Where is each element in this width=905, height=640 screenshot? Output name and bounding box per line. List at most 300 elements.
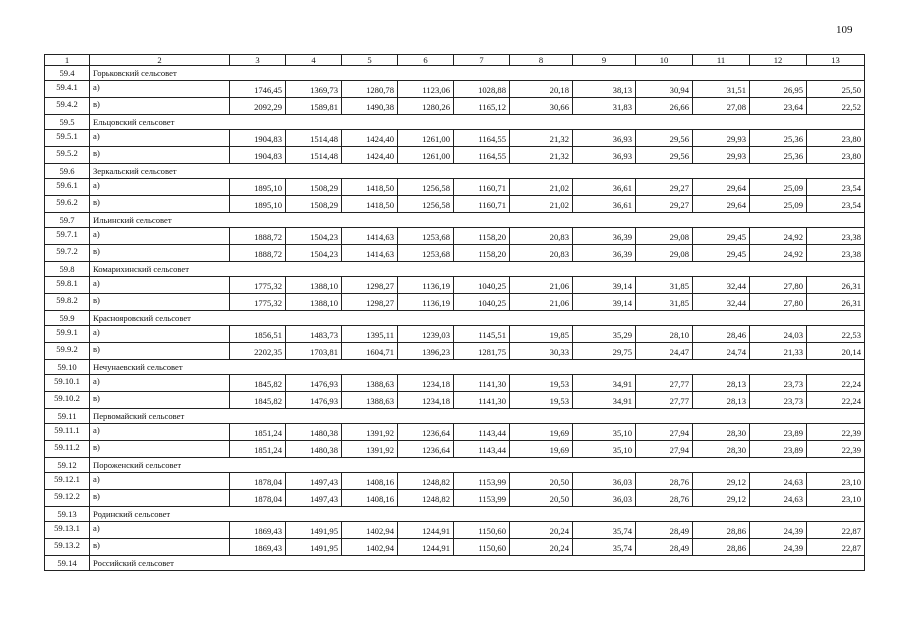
cell-col-9: 36,03 [573,490,636,507]
cell-col-10: 29,27 [636,179,693,196]
section-row [45,360,865,375]
section-code: 59.9 [45,311,90,326]
cell-col-11: 29,64 [693,196,750,213]
table-row [45,277,865,294]
cell-col-3: 1878,04 [230,490,286,507]
cell-col-6: 1234,18 [398,375,454,392]
cell-col-8: 21,06 [510,294,573,311]
cell-col-3: 1878,04 [230,473,286,490]
cell-col-8: 20,24 [510,539,573,556]
section-name: Ильинский сельсовет [90,213,865,228]
cell-col-10: 30,94 [636,81,693,98]
table-body [45,55,865,571]
cell-col-9: 38,13 [573,81,636,98]
row-code: 59.8.2 [45,294,90,311]
cell-col-7: 1040,25 [454,294,510,311]
cell-col-8: 19,53 [510,375,573,392]
cell-col-13: 22,87 [807,539,865,556]
cell-col-5: 1388,63 [342,392,398,409]
cell-col-9: 39,14 [573,294,636,311]
cell-col-8: 21,02 [510,196,573,213]
cell-col-13: 23,10 [807,490,865,507]
table-row [45,375,865,392]
cell-col-7: 1164,55 [454,130,510,147]
cell-col-12: 24,39 [750,522,807,539]
table-row [45,539,865,556]
column-number-3: 3 [230,55,286,66]
table-row [45,179,865,196]
cell-col-13: 23,38 [807,245,865,262]
table-row [45,245,865,262]
section-row [45,409,865,424]
cell-col-4: 1388,10 [286,277,342,294]
cell-col-4: 1369,73 [286,81,342,98]
cell-col-9: 36,61 [573,179,636,196]
cell-col-13: 23,10 [807,473,865,490]
cell-col-12: 25,09 [750,179,807,196]
cell-col-6: 1396,23 [398,343,454,360]
cell-col-7: 1141,30 [454,392,510,409]
cell-col-3: 1856,51 [230,326,286,343]
cell-col-3: 1888,72 [230,228,286,245]
cell-col-6: 1234,18 [398,392,454,409]
cell-col-6: 1256,58 [398,179,454,196]
section-row [45,311,865,326]
cell-col-8: 20,83 [510,245,573,262]
column-number-4: 4 [286,55,342,66]
row-code: 59.10.2 [45,392,90,409]
cell-col-9: 35,10 [573,441,636,458]
cell-col-3: 1895,10 [230,179,286,196]
cell-col-10: 28,76 [636,490,693,507]
cell-col-11: 29,93 [693,130,750,147]
cell-col-3: 1851,24 [230,441,286,458]
cell-col-9: 39,14 [573,277,636,294]
cell-col-4: 1497,43 [286,473,342,490]
cell-col-10: 29,56 [636,147,693,164]
row-label: а) [90,277,230,294]
cell-col-13: 22,87 [807,522,865,539]
cell-col-10: 31,85 [636,294,693,311]
section-row [45,458,865,473]
cell-col-12: 24,92 [750,245,807,262]
section-code: 59.7 [45,213,90,228]
cell-col-9: 36,03 [573,473,636,490]
cell-col-10: 27,77 [636,392,693,409]
row-code: 59.6.2 [45,196,90,213]
cell-col-9: 36,61 [573,196,636,213]
section-name: Нечунаевский сельсовет [90,360,865,375]
cell-col-8: 21,02 [510,179,573,196]
cell-col-13: 22,24 [807,392,865,409]
cell-col-12: 25,36 [750,130,807,147]
row-label: а) [90,130,230,147]
cell-col-6: 1253,68 [398,245,454,262]
cell-col-5: 1391,92 [342,441,398,458]
cell-col-4: 1480,38 [286,424,342,441]
section-row [45,164,865,179]
cell-col-9: 35,29 [573,326,636,343]
cell-col-9: 29,75 [573,343,636,360]
row-label: а) [90,375,230,392]
cell-col-5: 1298,27 [342,277,398,294]
cell-col-6: 1244,91 [398,539,454,556]
cell-col-10: 27,77 [636,375,693,392]
cell-col-4: 1476,93 [286,392,342,409]
cell-col-11: 29,93 [693,147,750,164]
cell-col-3: 1904,83 [230,147,286,164]
table-row [45,147,865,164]
cell-col-5: 1424,40 [342,147,398,164]
cell-col-13: 26,31 [807,294,865,311]
cell-col-12: 24,92 [750,228,807,245]
cell-col-6: 1256,58 [398,196,454,213]
cell-col-9: 31,83 [573,98,636,115]
cell-col-13: 23,54 [807,196,865,213]
cell-col-12: 24,39 [750,539,807,556]
cell-col-10: 29,56 [636,130,693,147]
section-code: 59.11 [45,409,90,424]
cell-col-6: 1261,00 [398,130,454,147]
cell-col-5: 1298,27 [342,294,398,311]
cell-col-13: 22,53 [807,326,865,343]
cell-col-10: 27,94 [636,441,693,458]
cell-col-5: 1388,63 [342,375,398,392]
cell-col-13: 26,31 [807,277,865,294]
table-row [45,441,865,458]
header-row [45,55,865,66]
cell-col-8: 21,32 [510,130,573,147]
cell-col-13: 22,39 [807,441,865,458]
section-code: 59.14 [45,556,90,571]
row-code: 59.4.1 [45,81,90,98]
section-name: Родинский сельсовет [90,507,865,522]
cell-col-6: 1253,68 [398,228,454,245]
column-number-6: 6 [398,55,454,66]
cell-col-10: 28,76 [636,473,693,490]
row-label: в) [90,441,230,458]
cell-col-8: 20,50 [510,490,573,507]
cell-col-5: 1408,16 [342,490,398,507]
cell-col-8: 30,66 [510,98,573,115]
cell-col-11: 27,08 [693,98,750,115]
cell-col-11: 29,45 [693,228,750,245]
cell-col-7: 1158,20 [454,228,510,245]
cell-col-5: 1391,92 [342,424,398,441]
table-row [45,326,865,343]
cell-col-12: 24,03 [750,326,807,343]
section-name: Комарихинский сельсовет [90,262,865,277]
table-row [45,490,865,507]
cell-col-12: 27,80 [750,294,807,311]
cell-col-12: 27,80 [750,277,807,294]
table-row [45,343,865,360]
cell-col-7: 1143,44 [454,441,510,458]
row-code: 59.7.2 [45,245,90,262]
cell-col-13: 23,80 [807,130,865,147]
row-code: 59.4.2 [45,98,90,115]
table-row [45,392,865,409]
section-name: Пороженский сельсовет [90,458,865,473]
cell-col-8: 30,33 [510,343,573,360]
cell-col-4: 1491,95 [286,539,342,556]
cell-col-7: 1150,60 [454,539,510,556]
row-label: а) [90,424,230,441]
cell-col-9: 34,91 [573,392,636,409]
table-row [45,130,865,147]
cell-col-10: 28,49 [636,539,693,556]
column-number-1: 1 [45,55,90,66]
column-number-9: 9 [573,55,636,66]
cell-col-4: 1388,10 [286,294,342,311]
cell-col-3: 1895,10 [230,196,286,213]
cell-col-9: 35,74 [573,539,636,556]
column-number-11: 11 [693,55,750,66]
section-code: 59.8 [45,262,90,277]
section-row [45,507,865,522]
table-row [45,522,865,539]
cell-col-5: 1418,50 [342,179,398,196]
cell-col-4: 1514,48 [286,147,342,164]
row-code: 59.11.1 [45,424,90,441]
cell-col-4: 1476,93 [286,375,342,392]
cell-col-9: 35,74 [573,522,636,539]
cell-col-12: 23,64 [750,98,807,115]
cell-col-7: 1040,25 [454,277,510,294]
section-row [45,556,865,571]
tariff-table [44,54,865,571]
section-code: 59.12 [45,458,90,473]
cell-col-3: 1746,45 [230,81,286,98]
row-label: в) [90,392,230,409]
row-label: в) [90,147,230,164]
row-code: 59.7.1 [45,228,90,245]
cell-col-12: 23,73 [750,392,807,409]
cell-col-7: 1153,99 [454,473,510,490]
cell-col-11: 28,86 [693,522,750,539]
cell-col-4: 1589,81 [286,98,342,115]
cell-col-11: 28,13 [693,392,750,409]
cell-col-11: 29,12 [693,490,750,507]
cell-col-5: 1395,11 [342,326,398,343]
section-row [45,262,865,277]
cell-col-7: 1028,88 [454,81,510,98]
cell-col-13: 23,80 [807,147,865,164]
table-row [45,196,865,213]
row-label: а) [90,473,230,490]
row-code: 59.8.1 [45,277,90,294]
column-number-5: 5 [342,55,398,66]
cell-col-6: 1236,64 [398,424,454,441]
cell-col-8: 20,50 [510,473,573,490]
cell-col-8: 19,69 [510,424,573,441]
cell-col-5: 1418,50 [342,196,398,213]
cell-col-10: 29,27 [636,196,693,213]
row-label: в) [90,245,230,262]
cell-col-7: 1160,71 [454,179,510,196]
cell-col-5: 1280,78 [342,81,398,98]
cell-col-4: 1703,81 [286,343,342,360]
cell-col-3: 1904,83 [230,130,286,147]
cell-col-11: 28,30 [693,424,750,441]
cell-col-11: 24,74 [693,343,750,360]
cell-col-4: 1483,73 [286,326,342,343]
cell-col-8: 20,18 [510,81,573,98]
cell-col-3: 1775,32 [230,294,286,311]
column-number-12: 12 [750,55,807,66]
section-row [45,115,865,130]
column-number-2: 2 [90,55,230,66]
row-code: 59.12.1 [45,473,90,490]
cell-col-13: 23,38 [807,228,865,245]
cell-col-5: 1402,94 [342,539,398,556]
table-row [45,98,865,115]
cell-col-10: 27,94 [636,424,693,441]
cell-col-9: 36,93 [573,147,636,164]
row-code: 59.13.2 [45,539,90,556]
row-code: 59.5.1 [45,130,90,147]
cell-col-10: 28,49 [636,522,693,539]
section-code: 59.6 [45,164,90,179]
cell-col-6: 1261,00 [398,147,454,164]
cell-col-8: 19,53 [510,392,573,409]
table-row [45,473,865,490]
cell-col-13: 20,14 [807,343,865,360]
cell-col-12: 24,63 [750,473,807,490]
section-code: 59.4 [45,66,90,81]
cell-col-6: 1136,19 [398,277,454,294]
page-number: 109 [836,24,853,36]
row-label: а) [90,81,230,98]
row-label: в) [90,98,230,115]
cell-col-13: 22,39 [807,424,865,441]
cell-col-11: 28,86 [693,539,750,556]
cell-col-7: 1281,75 [454,343,510,360]
cell-col-4: 1508,29 [286,179,342,196]
cell-col-6: 1244,91 [398,522,454,539]
row-label: в) [90,294,230,311]
cell-col-11: 32,44 [693,294,750,311]
row-label: в) [90,343,230,360]
cell-col-6: 1123,06 [398,81,454,98]
cell-col-8: 21,32 [510,147,573,164]
column-number-13: 13 [807,55,865,66]
cell-col-3: 1775,32 [230,277,286,294]
cell-col-4: 1504,23 [286,228,342,245]
row-label: а) [90,179,230,196]
cell-col-12: 25,36 [750,147,807,164]
row-label: а) [90,228,230,245]
cell-col-11: 32,44 [693,277,750,294]
cell-col-7: 1160,71 [454,196,510,213]
table-row [45,424,865,441]
cell-col-9: 35,10 [573,424,636,441]
cell-col-11: 29,12 [693,473,750,490]
cell-col-4: 1508,29 [286,196,342,213]
cell-col-7: 1158,20 [454,245,510,262]
cell-col-12: 24,63 [750,490,807,507]
cell-col-10: 26,66 [636,98,693,115]
cell-col-3: 1845,82 [230,392,286,409]
cell-col-3: 1869,43 [230,522,286,539]
row-code: 59.10.1 [45,375,90,392]
row-code: 59.6.1 [45,179,90,196]
cell-col-13: 25,50 [807,81,865,98]
cell-col-7: 1141,30 [454,375,510,392]
row-code: 59.11.2 [45,441,90,458]
cell-col-10: 24,47 [636,343,693,360]
cell-col-6: 1280,26 [398,98,454,115]
cell-col-4: 1497,43 [286,490,342,507]
cell-col-6: 1239,03 [398,326,454,343]
cell-col-11: 28,13 [693,375,750,392]
cell-col-6: 1236,64 [398,441,454,458]
cell-col-5: 1408,16 [342,473,398,490]
cell-col-8: 19,69 [510,441,573,458]
cell-col-10: 29,08 [636,228,693,245]
cell-col-11: 29,45 [693,245,750,262]
cell-col-3: 1845,82 [230,375,286,392]
section-name: Зеркальский сельсовет [90,164,865,179]
cell-col-7: 1164,55 [454,147,510,164]
row-code: 59.13.1 [45,522,90,539]
cell-col-5: 1604,71 [342,343,398,360]
section-name: Первомайский сельсовет [90,409,865,424]
section-name: Краснояровский сельсовет [90,311,865,326]
cell-col-6: 1248,82 [398,490,454,507]
cell-col-12: 21,33 [750,343,807,360]
cell-col-12: 23,73 [750,375,807,392]
cell-col-12: 26,95 [750,81,807,98]
cell-col-11: 29,64 [693,179,750,196]
cell-col-6: 1248,82 [398,473,454,490]
cell-col-10: 29,08 [636,245,693,262]
section-name: Российский сельсовет [90,556,865,571]
row-code: 59.9.1 [45,326,90,343]
row-label: в) [90,196,230,213]
row-label: а) [90,326,230,343]
row-label: а) [90,522,230,539]
section-code: 59.10 [45,360,90,375]
cell-col-12: 25,09 [750,196,807,213]
cell-col-7: 1145,51 [454,326,510,343]
cell-col-10: 31,85 [636,277,693,294]
cell-col-4: 1491,95 [286,522,342,539]
cell-col-7: 1153,99 [454,490,510,507]
table-row [45,228,865,245]
section-code: 59.13 [45,507,90,522]
column-number-8: 8 [510,55,573,66]
cell-col-8: 20,83 [510,228,573,245]
row-code: 59.5.2 [45,147,90,164]
table-row [45,81,865,98]
column-number-10: 10 [636,55,693,66]
cell-col-9: 36,39 [573,245,636,262]
cell-col-9: 36,93 [573,130,636,147]
cell-col-8: 20,24 [510,522,573,539]
cell-col-13: 22,52 [807,98,865,115]
cell-col-5: 1414,63 [342,228,398,245]
cell-col-7: 1165,12 [454,98,510,115]
cell-col-9: 36,39 [573,228,636,245]
section-row [45,66,865,81]
section-row [45,213,865,228]
cell-col-9: 34,91 [573,375,636,392]
column-number-7: 7 [454,55,510,66]
cell-col-11: 28,46 [693,326,750,343]
cell-col-13: 23,54 [807,179,865,196]
cell-col-12: 23,89 [750,424,807,441]
